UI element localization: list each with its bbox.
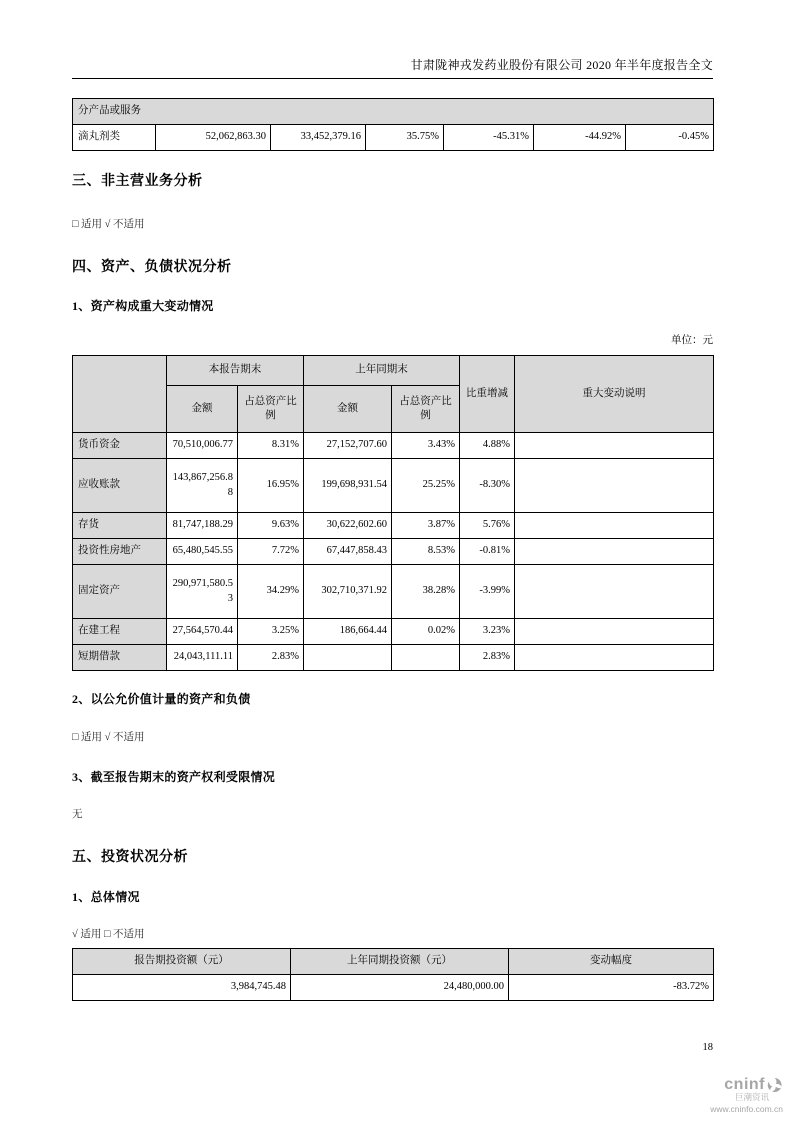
cninfo-logo-url: www.cninfo.com.cn [710,1104,783,1114]
asset-col-ratio-prior: 占总资产比例 [392,386,460,433]
asset-cell: 3.25% [238,619,304,645]
asset-col-note: 重大变动说明 [515,356,714,433]
header-rule [72,78,713,79]
page-header-title: 甘肃陇神戎发药业股份有限公司 2020 年半年度报告全文 [410,58,713,72]
asset-cell: 7.72% [238,539,304,565]
cninfo-logo-subtitle: 巨潮资讯 [734,1092,769,1102]
asset-row-label: 货币资金 [73,433,167,459]
section-4-2-applicable-line: □ 适用 √ 不适用 [72,732,145,743]
asset-table-corner-cell [73,356,167,433]
asset-cell: 8.53% [392,539,460,565]
asset-col-amount-current: 金额 [167,386,238,433]
section-5-1-applicable-line: √ 适用 □ 不适用 [72,929,145,940]
section-4-2-heading: 2、以公允价值计量的资产和负债 [72,692,251,706]
asset-cell: 27,152,707.60 [304,433,392,459]
asset-cell: 38.28% [392,565,460,619]
asset-cell: 27,564,570.44 [167,619,238,645]
section-4-3-body: 无 [72,809,83,820]
asset-cell: 24,043,111.11 [167,645,238,671]
asset-cell: 25.25% [392,459,460,513]
section-4-3-heading: 3、截至报告期末的资产权利受限情况 [72,770,276,784]
cninfo-logo-text: cninf [724,1076,765,1093]
product-row-value: 33,452,379.16 [271,125,366,151]
asset-cell: 302,710,371.92 [304,565,392,619]
investment-cell-prior: 24,480,000.00 [291,975,509,1001]
asset-cell: -0.81% [460,539,515,565]
asset-cell: 5.76% [460,513,515,539]
section-3-heading: 三、非主营业务分析 [72,174,203,189]
asset-cell: 2.83% [238,645,304,671]
asset-cell-note [515,565,714,619]
investment-cell-change: -83.72% [509,975,714,1001]
investment-cell-current: 3,984,745.48 [73,975,291,1001]
asset-cell: 16.95% [238,459,304,513]
asset-row-label: 固定资产 [73,565,167,619]
unit-label: 单位：元 [671,335,713,346]
cninfo-logo [673,1076,783,1114]
asset-cell: 3.23% [460,619,515,645]
table-row [73,513,714,539]
asset-cell: 3.87% [392,513,460,539]
asset-cell: 70,510,006.77 [167,433,238,459]
table-row [73,459,714,513]
asset-row-label: 存货 [73,513,167,539]
asset-cell: 67,447,858.43 [304,539,392,565]
product-row-value: -0.45% [626,125,714,151]
asset-cell: 186,664.44 [304,619,392,645]
asset-composition-table [72,355,714,671]
table-row [73,125,714,151]
asset-col-current-period: 本报告期末 [167,356,304,386]
asset-cell-note [515,459,714,513]
asset-cell: 34.29% [238,565,304,619]
product-service-table [72,98,714,151]
product-row-value: -44.92% [534,125,626,151]
investment-table [72,948,714,1001]
product-row-value: 35.75% [366,125,444,151]
asset-cell: 199,698,931.54 [304,459,392,513]
asset-cell: 8.31% [238,433,304,459]
product-row-value: -45.31% [444,125,534,151]
asset-cell: 30,622,602.60 [304,513,392,539]
asset-cell [304,645,392,671]
section-4-1-heading: 1、资产构成重大变动情况 [72,299,214,313]
asset-cell: 81,747,188.29 [167,513,238,539]
table-row [73,645,714,671]
product-row-label: 滴丸剂类 [73,125,156,151]
asset-col-prior-period: 上年同期末 [304,356,460,386]
asset-col-ratio-current: 占总资产比例 [238,386,304,433]
asset-row-label: 应收账款 [73,459,167,513]
asset-row-label: 在建工程 [73,619,167,645]
asset-cell: 0.02% [392,619,460,645]
asset-cell-note [515,619,714,645]
investment-col-change: 变动幅度 [509,949,714,975]
table-row [73,619,714,645]
asset-cell-note [515,513,714,539]
section-5-heading: 五、投资状况分析 [72,850,188,865]
asset-cell: 9.63% [238,513,304,539]
section-4-heading: 四、资产、负债状况分析 [72,260,232,275]
asset-cell [392,645,460,671]
investment-col-prior: 上年同期投资额（元） [291,949,509,975]
asset-row-label: 短期借款 [73,645,167,671]
asset-col-change: 比重增减 [460,356,515,433]
asset-cell-note [515,539,714,565]
asset-col-amount-prior: 金额 [304,386,392,433]
table-row [73,433,714,459]
table-row [73,539,714,565]
asset-cell: 2.83% [460,645,515,671]
asset-cell: -8.30% [460,459,515,513]
product-row-value: 52,062,863.30 [156,125,271,151]
asset-cell: 4.88% [460,433,515,459]
asset-cell: -3.99% [460,565,515,619]
asset-cell: 3.43% [392,433,460,459]
table-row [73,975,714,1001]
asset-cell: 65,480,545.55 [167,539,238,565]
asset-cell: 290,971,580.53 [167,565,238,619]
investment-col-current: 报告期投资额（元） [73,949,291,975]
page-number: 18 [702,1042,713,1053]
table-row [73,565,714,619]
asset-cell-note [515,645,714,671]
asset-cell: 143,867,256.88 [167,459,238,513]
asset-cell-note [515,433,714,459]
asset-row-label: 投资性房地产 [73,539,167,565]
section-3-applicable-line: □ 适用 √ 不适用 [72,219,145,230]
section-5-1-heading: 1、总体情况 [72,890,140,904]
product-group-header: 分产品或服务 [73,99,714,125]
